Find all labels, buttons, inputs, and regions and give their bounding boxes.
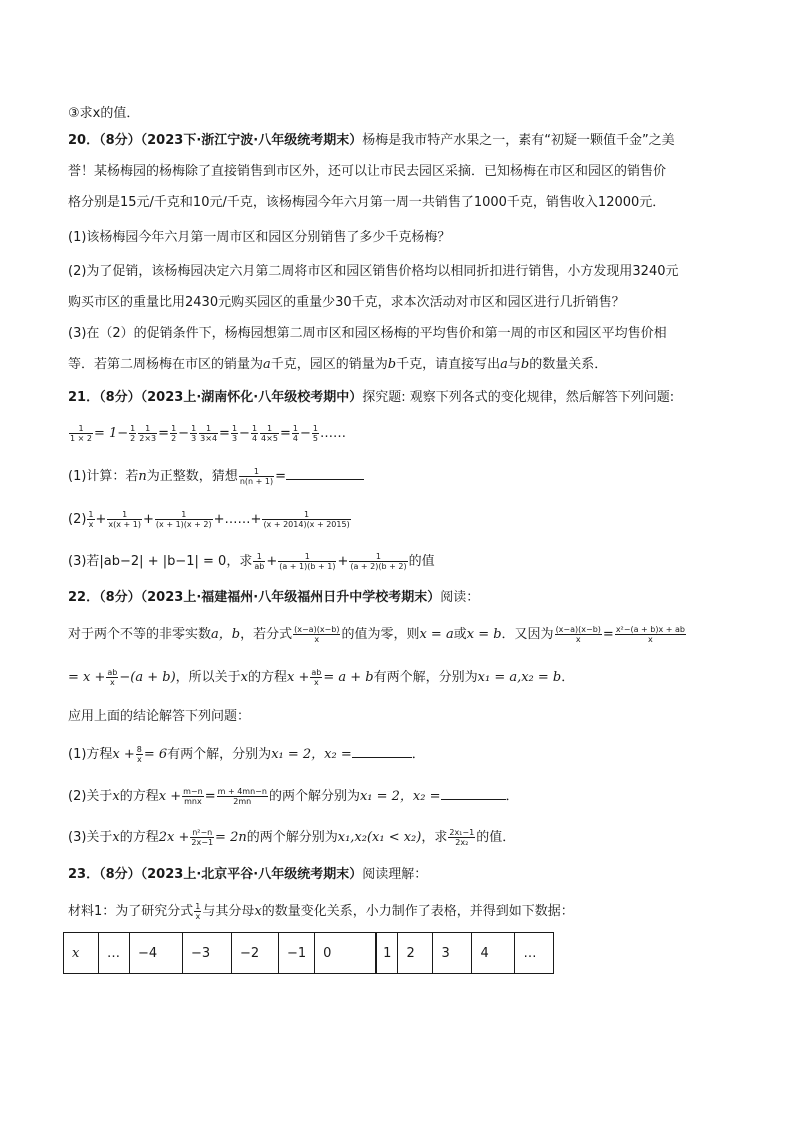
question-21-header	[68, 388, 738, 408]
text-line	[68, 104, 738, 124]
text: 的两个解分别为	[268, 789, 360, 804]
text: 对于两个不等的非零实数	[68, 627, 212, 642]
fraction: $\frac{1}{x}$	[88, 510, 94, 529]
text: +……+	[213, 512, 262, 527]
text: 的方程	[119, 789, 159, 804]
text: 的值为零，则	[341, 627, 420, 642]
fraction: $\frac{8}{x}$	[136, 745, 142, 764]
text: 格分别是15元/千克和10元/千克，该杨梅园今年六月第一周一共销售了1000千克，销售收入12000元．	[68, 195, 666, 210]
text: 阅读理解：	[362, 867, 428, 882]
table-cell: −4	[130, 933, 183, 974]
text: (3)在（2）的促销条件下，杨梅园想第二周市区和园区杨梅的平均售价和第一周的市区和园区平均售价相	[68, 326, 667, 341]
fraction: $\frac{1}{2}$	[130, 424, 136, 443]
fraction: $\frac{1}{3}$	[191, 424, 197, 443]
math-line: = x + $\frac{ab}{x}$ −(a + b)，所以关于x的方程x + $\frac{ab}{x}$ = a + b有两个解，分别为x₁ = a,x₂ = b．	[68, 668, 575, 687]
fraction: $\frac{m-n}{\text{mnx}}$	[183, 787, 203, 806]
question-number: 21．（8分）（2023上·湖南怀化·八年级校考期中）	[68, 390, 363, 405]
fraction: $\frac{\text{2x₁−1}}{\text{2x₂}}$	[449, 828, 475, 847]
data-table	[63, 932, 554, 974]
math-var: a	[500, 357, 508, 372]
text-line	[68, 355, 738, 375]
math-line	[68, 902, 738, 922]
fraction: $\frac{1}{4\times 5}$	[261, 424, 278, 443]
text: 的值．	[476, 830, 516, 845]
question-number: 20．（8分）（2023下·浙江宁波·八年级统考期末）	[68, 133, 363, 148]
text: 与	[507, 357, 521, 372]
text: (1)计算：若	[68, 469, 139, 484]
math-line	[68, 467, 738, 487]
math: x₁,x₂(x₁ < x₂)	[337, 830, 422, 845]
answer-blank[interactable]	[441, 787, 506, 800]
fraction: $\frac{1}{(x + 2014)(x + 2015)}$	[263, 510, 350, 529]
fraction: $\frac{1}{4}$	[251, 424, 258, 443]
math: = 1−	[93, 426, 129, 441]
question-23-header	[68, 865, 738, 885]
math: x = b	[466, 627, 502, 642]
text: 的两个解分别为	[246, 830, 338, 845]
table-cell: 1	[377, 933, 398, 974]
text: 材料1：为了研究分式	[68, 904, 194, 919]
text: ，求	[421, 830, 448, 845]
text: ．	[561, 670, 575, 685]
table-cell: …	[99, 933, 130, 974]
text: 有两个解，分别为	[167, 747, 272, 762]
text: 阅读：	[440, 590, 480, 605]
text: (1)方程	[68, 747, 113, 762]
text: 千克，园区的销量为	[270, 357, 388, 372]
answer-blank[interactable]	[352, 745, 412, 758]
fraction: $\frac{1}{3\times 4}$	[200, 424, 218, 443]
text: 或	[453, 627, 467, 642]
text: (1)该杨梅园今年六月第一周市区和园区分别销售了多少千克杨梅？	[68, 230, 451, 245]
question-number: 23．（8分）（2023上·北京平谷·八年级统考期末）	[68, 867, 363, 882]
text: 的方程	[119, 830, 159, 845]
fraction: $\frac{1}{(a + 2)(b + 2)}$	[350, 552, 407, 571]
text: 的方程	[248, 670, 288, 685]
fraction: $\frac{1}{3}$	[231, 424, 238, 443]
math: = x +	[68, 670, 106, 685]
text: ……	[319, 426, 346, 441]
text-line	[68, 162, 738, 182]
text-line	[68, 262, 738, 282]
text: (3)若|ab−2| + |b−1| = 0，求	[68, 554, 253, 569]
math: = a + b	[323, 670, 374, 685]
text: 购买市区的重量比用2430元购买园区的重量少30千克，求本次活动对市区和园区进行几折销售？	[68, 295, 625, 310]
text: ．	[505, 789, 519, 804]
math-line: $\frac{1}{1 \times 2}$ = 1− $\frac{1}{2}$ $\frac{1}{2\times 3}$ = $\frac{1}{2}$ − $\frac{1}{3}$ $\frac{1}{3\times 4}$ = $\frac{1}{3}$ − $\frac{1}{4}$ $\frac{1}{4\times 5}$ = $\frac{1}{4}$ − $\frac{1}{5}$ ……	[70, 424, 346, 443]
math-line: (3)关于x的方程2x + $\frac{\text{n²−n}}{2x-1}$ = 2n的两个解分别为x₁,x₂(x₁ < x₂)，求 $\frac{\text{2x₁−1}}{\text{2x₂}}$ 的值．	[68, 828, 516, 847]
math-line: (2) $\frac{1}{x}$ + $\frac{1}{x(x + 1)}$ + $\frac{1}{(x + 1)(x + 2)}$ +……+ $\frac{1}{(x + 2014)(x + 2015)}$	[68, 510, 350, 529]
text: ．	[411, 747, 425, 762]
fraction: $\frac{\text{x²−(a + b)x + ab}}{x}$	[615, 625, 685, 644]
fraction: $\frac{1}{4}$	[292, 424, 298, 443]
fraction: $\frac{1}{1 \times 2}$	[70, 424, 92, 443]
table-cell: 2	[398, 933, 433, 974]
text: 千克，请直接写出	[396, 357, 501, 372]
text-line	[68, 293, 738, 313]
math-var: x	[240, 670, 248, 685]
text: (2)关于	[68, 789, 113, 804]
text: 等．若第二周杨梅在市区的销量为	[68, 357, 264, 372]
fraction: $\frac{1}{2\times 3}$	[139, 424, 157, 443]
math-line: (2)关于x的方程x + $\frac{m-n}{\text{mnx}}$ = $\frac{m + 4mn-n}{2mn}$ 的两个解分别为x₁ = 2，x₂ = ．	[68, 787, 519, 806]
math-var: b	[387, 357, 397, 372]
text: =	[275, 469, 286, 484]
fraction: $\frac{(x-a)(x-b)}{x}$	[555, 625, 601, 644]
fraction: $\frac{m + 4mn-n}{2mn}$	[217, 787, 267, 806]
math-var: x	[254, 904, 262, 919]
table-cell: −1	[279, 933, 315, 974]
fraction: $\frac{1}{2}$	[171, 424, 177, 443]
text: ，若分式	[240, 627, 293, 642]
fraction: $\frac{1}{ab}$	[254, 552, 265, 571]
math: = 6	[143, 747, 168, 762]
text: 有两个解，分别为	[373, 670, 478, 685]
math: x₁ = a,x₂ = b	[477, 670, 562, 685]
text-line	[68, 228, 738, 248]
text-line	[68, 707, 738, 727]
table-row	[64, 933, 554, 974]
table-cell: 3	[433, 933, 472, 974]
text: 的数量关系．	[529, 357, 608, 372]
math-var: b	[520, 357, 530, 372]
text: 杨梅是我市特产水果之一，素有“初疑一颗值千金”之美	[362, 133, 675, 148]
text: 探究题: 观察下列各式的变化规律，然后解答下列问题:	[362, 390, 675, 405]
table-cell: −3	[183, 933, 232, 974]
math-var: a	[263, 357, 271, 372]
math: x = a	[419, 627, 454, 642]
table-cell: x	[64, 933, 99, 974]
fraction: $\frac{1}{x(x + 1)}$	[108, 510, 142, 529]
fraction: $\frac{\text{n²−n}}{2x-1}$	[191, 828, 214, 847]
fraction: $\frac{1}{5}$	[312, 424, 318, 443]
table-cell: −2	[232, 933, 279, 974]
text: 应用上面的结论解答下列问题：	[68, 709, 251, 724]
text: (2)为了促销，该杨梅园决定六月第二周将市区和园区销售价格均以相同折扣进行销售，小方发现用3240元	[68, 264, 679, 279]
text: 的数量变化关系，小力制作了表格，并得到如下数据：	[261, 904, 574, 919]
text: ③求x的值．	[68, 106, 140, 121]
math-line: (3)若|ab−2| + |b−1| = 0，求 $\frac{1}{ab}$ + $\frac{1}{(a + 1)(b + 1)}$ + $\frac{1}{(a + 2)(b + 2)}$ 的值	[68, 552, 435, 571]
fraction: $\frac{1}{(a + 1)(b + 1)}$	[279, 552, 336, 571]
fraction: $\frac{1}{n(n + 1)}$	[239, 467, 274, 486]
math: = 2n	[215, 830, 247, 845]
math-var: n	[138, 469, 147, 484]
text-line	[68, 324, 738, 344]
text: (3)关于	[68, 830, 113, 845]
text: 的值	[408, 554, 435, 569]
table-cell: 4	[472, 933, 515, 974]
math-line: (1)方程x + $\frac{8}{x}$ = 6有两个解，分别为x₁ = 2，x₂ = ．	[68, 745, 425, 764]
math: x₁ = 2，x₂ =	[271, 747, 352, 762]
fraction: $\frac{1}{x}$	[195, 902, 201, 921]
question-number: 22．（8分）（2023上·福建福州·八年级福州日升中学校考期末）	[68, 590, 441, 605]
math: −(a + b)	[119, 670, 176, 685]
text: (2)	[68, 512, 87, 527]
math: x₁ = 2，x₂ =	[359, 789, 441, 804]
text: ，所以关于	[175, 670, 241, 685]
question-20-header	[68, 131, 738, 151]
text: 誉！某杨梅园的杨梅除了直接销售到市区外，还可以让市民去园区采摘．已知杨梅在市区和园区的销售价	[68, 164, 667, 179]
text: 为正整数，猜想	[146, 469, 238, 484]
math: a，b	[211, 627, 241, 642]
text-line	[68, 193, 738, 213]
table-cell: …	[515, 933, 554, 974]
table-cell: 0	[315, 933, 376, 974]
text: 与其分母	[202, 904, 255, 919]
answer-blank[interactable]	[286, 467, 364, 480]
fraction: $\frac{ab}{x}$	[107, 668, 118, 687]
fraction: $\frac{ab}{x}$	[311, 668, 322, 687]
math-line: 对于两个不等的非零实数a，b，若分式 $\frac{(x-a)(x-b)}{x}$ 的值为零，则x = a或x = b．又因为 $\frac{(x-a)(x-b)}{x}$ = $\frac{\text{x²−(a + b)x + ab}}{x}$	[68, 625, 685, 644]
fraction: $\frac{(x-a)(x-b)}{x}$	[294, 625, 340, 644]
text: ．又因为	[501, 627, 554, 642]
fraction: $\frac{1}{(x + 1)(x + 2)}$	[155, 510, 212, 529]
question-22-header	[68, 588, 738, 608]
